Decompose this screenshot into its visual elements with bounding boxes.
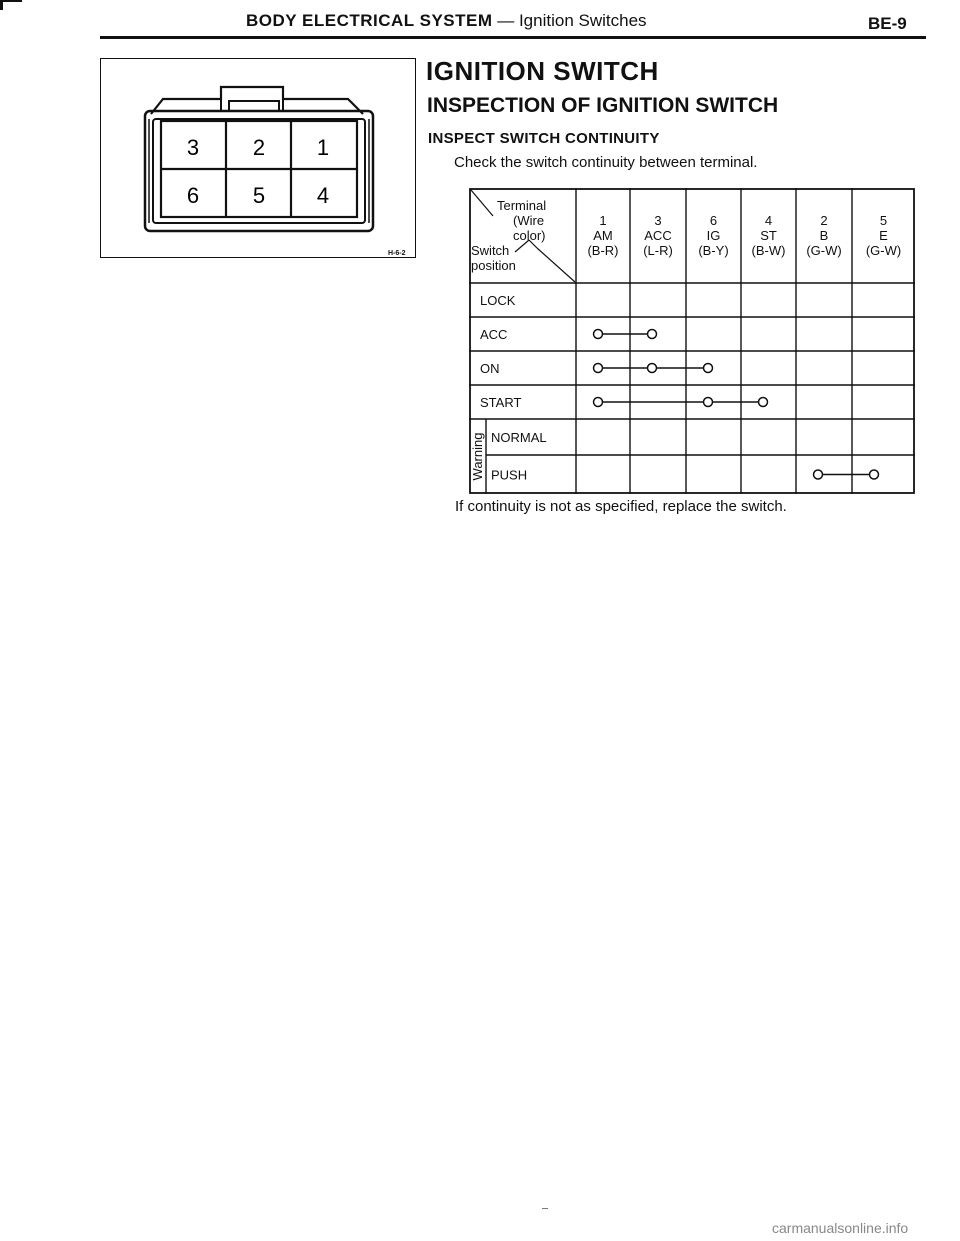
page-number: BE-9: [868, 14, 907, 33]
pin-label: 2: [252, 135, 266, 160]
row-label: ACC: [480, 327, 508, 342]
row-label: ON: [480, 361, 500, 376]
header-subsection: — Ignition Switches: [492, 11, 647, 30]
continuity-point: [594, 398, 603, 407]
column-name: ST: [760, 228, 777, 243]
continuity-table: [469, 188, 915, 494]
continuity-point: [814, 470, 823, 479]
column-wire-color: (B-Y): [698, 243, 729, 258]
column-number: 1: [599, 213, 607, 228]
column-name: E: [879, 228, 888, 243]
pin-label: 1: [316, 135, 330, 160]
row-label: START: [480, 395, 522, 410]
corner-diagonal: [537, 248, 575, 282]
pin-label: 6: [186, 183, 200, 208]
corner-label-switch: Switch: [471, 243, 510, 258]
continuity-point: [594, 330, 603, 339]
group-label-warning: Warning: [470, 432, 485, 481]
corner-label-wire: (Wire: [513, 213, 545, 228]
column-wire-color: (B-R): [587, 243, 619, 258]
corner-label-wire: color): [513, 228, 546, 243]
column-number: 4: [764, 213, 773, 228]
column-name: ACC: [644, 228, 672, 243]
pin-label: 4: [316, 183, 330, 208]
watermark: carmanualsonline.info: [772, 1220, 909, 1236]
row-label: NORMAL: [491, 430, 547, 445]
continuity-point: [704, 364, 713, 373]
running-header: [246, 11, 647, 31]
corner-label-terminal: Terminal: [497, 198, 547, 213]
page-title: IGNITION SWITCH: [426, 56, 659, 86]
column-wire-color: (G-W): [865, 243, 902, 258]
column-wire-color: (L-R): [643, 243, 673, 258]
pin-label: 3: [186, 135, 200, 160]
column-name: AM: [593, 228, 613, 243]
continuity-point: [704, 398, 713, 407]
row-label: LOCK: [480, 293, 516, 308]
connector-figure: [100, 58, 416, 258]
continuity-point: [870, 470, 879, 479]
header-section: BODY ELECTRICAL SYSTEM: [246, 11, 493, 30]
instruction-text: Check the switch continuity between terminal.: [454, 154, 758, 171]
section-heading: INSPECTION OF IGNITION SWITCH: [427, 94, 779, 117]
step-heading: INSPECT SWITCH CONTINUITY: [428, 130, 660, 147]
column-number: 3: [654, 213, 662, 228]
stray-mark: [542, 1208, 548, 1209]
pin-label: 5: [252, 183, 266, 208]
connector-drawing: [101, 59, 417, 259]
corner-diagonal: [471, 190, 493, 216]
column-wire-color: (G-W): [806, 243, 842, 258]
column-number: 6: [709, 213, 718, 228]
continuity-point: [648, 364, 657, 373]
figure-reference: H-6-2: [388, 250, 406, 257]
continuity-point: [648, 330, 657, 339]
column-name: B: [819, 228, 829, 243]
column-number: 5: [879, 213, 888, 228]
corner-mark: [0, 0, 22, 10]
column-number: 2: [820, 213, 828, 228]
header-rule: [100, 36, 926, 39]
column-name: IG: [706, 228, 721, 243]
column-wire-color: (B-W): [751, 243, 786, 258]
corner-label-position: position: [471, 258, 516, 273]
continuity-point: [759, 398, 768, 407]
row-label: PUSH: [491, 467, 528, 483]
note-text: If continuity is not as specified, replace the switch.: [455, 498, 787, 515]
continuity-point: [594, 364, 603, 373]
